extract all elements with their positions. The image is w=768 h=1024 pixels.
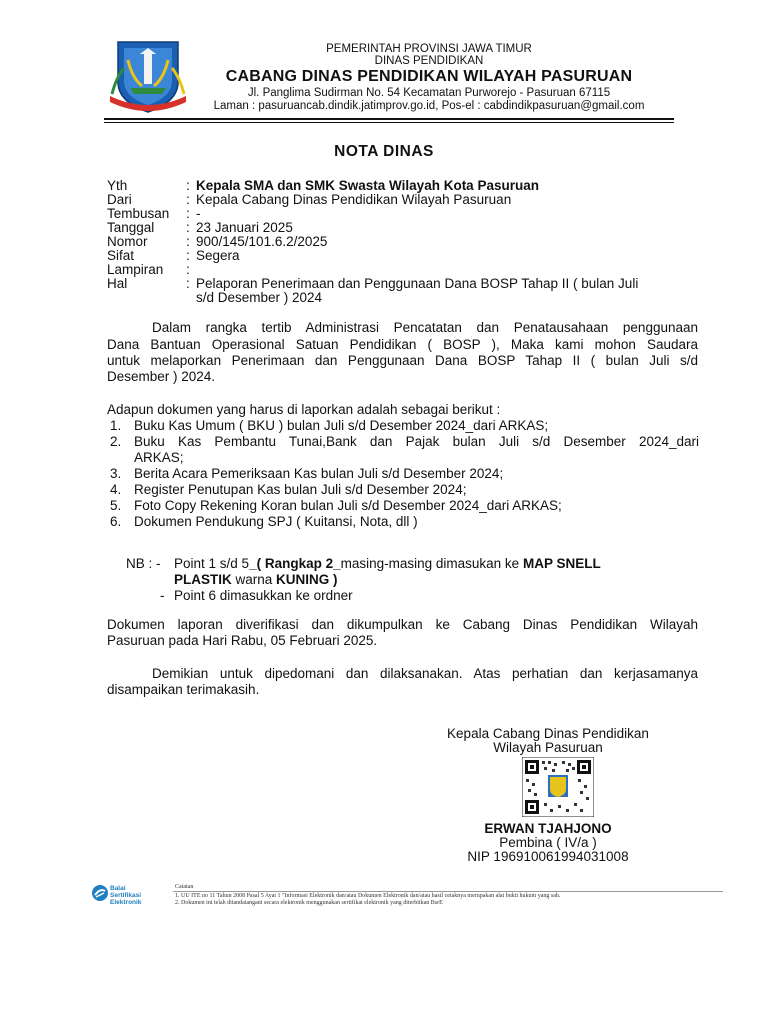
paragraph-line: Dokumen laporan diverifikasi dan dikumpulkan ke Cabang Dinas Pendidikan Wilayah xyxy=(107,617,698,632)
list-item: Buku Kas Pembantu Tunai,Bank dan Pajak bulan Juli s/d Desember 2024_dari xyxy=(134,434,699,449)
paragraph-line: Pasuruan pada Hari Rabu, 05 Februari 2025. xyxy=(107,633,378,648)
footer-divider xyxy=(173,891,723,892)
nb-text: Point 1 s/d 5 xyxy=(174,556,250,571)
document-title: NOTA DINAS xyxy=(334,143,434,160)
field-colon: : xyxy=(186,276,190,291)
paragraph-line: disampaikan terimakasih. xyxy=(107,682,260,697)
field-value-hal-cont: s/d Desember ) 2024 xyxy=(196,290,323,305)
field-label-hal: Hal xyxy=(107,276,128,291)
field-colon: : xyxy=(186,220,190,235)
signer-title-region: Wilayah Pasuruan xyxy=(493,740,603,755)
list-item: Dokumen Pendukung SPJ ( Kuitansi, Nota, dll ) xyxy=(134,514,418,529)
field-label-lampiran: Lampiran xyxy=(107,262,164,277)
footer-note-2: 2. Dokumen ini telah ditandatangani secara elektronik menggunakan sertifikat elektronik yang diterbitkan BsrE xyxy=(175,900,443,906)
paragraph-line: untuk melaporkan Penerimaan dan Penggunaan Dana BOSP Tahap II ( bulan Juli s/d xyxy=(107,353,698,368)
list-intro: Adapun dokumen yang harus di laporkan adalah sebagai berikut : xyxy=(107,402,501,417)
field-label-yth: Yth xyxy=(107,178,128,193)
bsre-text-line: Elektronik xyxy=(110,899,142,906)
field-colon: : xyxy=(186,248,190,263)
field-colon: : xyxy=(186,262,190,277)
field-colon: : xyxy=(186,178,190,193)
list-item: Buku Kas Umum ( BKU ) bulan Juli s/d Desember 2024_dari ARKAS; xyxy=(134,418,549,433)
field-value-nomor: 900/145/101.6.2/2025 xyxy=(196,234,328,249)
field-value-yth: Kepala SMA dan SMK Swasta Wilayah Kota Pasuruan xyxy=(196,178,539,193)
signer-rank: Pembina ( IV/a ) xyxy=(499,835,597,850)
list-item: Berita Acara Pemeriksaan Kas bulan Juli s/d Desember 2024; xyxy=(134,466,504,481)
list-number: 6. xyxy=(110,514,122,529)
nb-text: warna xyxy=(231,572,277,587)
field-value-hal: Pelaporan Penerimaan dan Penggunaan Dana BOSP Tahap II ( bulan Juli xyxy=(196,276,639,291)
field-label-nomor: Nomor xyxy=(107,234,148,249)
letterhead-contact: Laman : pasuruancab.dindik.jatimprov.go.id, Pos-el : cabdindikpasuruan@gmail.com xyxy=(213,100,645,112)
field-value-dari: Kepala Cabang Dinas Pendidikan Wilayah Pasuruan xyxy=(196,192,512,207)
nb-point-1-cont xyxy=(174,572,338,587)
field-value-tembusan: - xyxy=(196,206,201,221)
letterhead-address: Jl. Panglima Sudirman No. 54 Kecamatan Purworejo - Pasuruan 67115 xyxy=(247,87,611,99)
east-java-emblem-icon xyxy=(106,38,190,114)
bsre-logo-icon xyxy=(91,884,109,902)
nb-point-1 xyxy=(174,556,601,571)
field-label-sifat: Sifat xyxy=(107,248,135,263)
nb-emphasis: PLASTIK xyxy=(174,572,232,587)
field-label-tanggal: Tanggal xyxy=(107,220,155,235)
field-label-tembusan: Tembusan xyxy=(107,206,170,221)
signer-nip: NIP 196910061994031008 xyxy=(467,849,629,864)
letterhead-divider xyxy=(104,118,674,120)
field-colon: : xyxy=(186,234,190,249)
letterhead-government: PEMERINTAH PROVINSI JAWA TIMUR xyxy=(326,43,532,55)
signer-title: Kepala Cabang Dinas Pendidikan xyxy=(447,726,649,741)
list-number: 5. xyxy=(110,498,122,513)
list-number: 3. xyxy=(110,466,122,481)
nb-text: masing-masing dimasukan ke xyxy=(340,556,523,571)
field-label-dari: Dari xyxy=(107,192,132,207)
bsre-text-line: Balai xyxy=(110,885,126,892)
letterhead-divider-thin xyxy=(104,122,674,123)
paragraph-line: Demikian untuk dipedomani dan dilaksanakan. Atas perhatian dan kerjasamanya xyxy=(152,666,698,681)
list-number: 1. xyxy=(110,418,122,433)
qr-code-icon xyxy=(522,757,594,817)
paragraph-line: Desember ) 2024. xyxy=(107,369,216,384)
field-value-tanggal: 23 Januari 2025 xyxy=(196,220,293,235)
field-colon: : xyxy=(186,192,190,207)
bsre-logo-text xyxy=(110,885,141,906)
list-number: 2. xyxy=(110,434,122,449)
footer-notes-heading: Catatan xyxy=(175,884,194,890)
paragraph-line: Dalam rangka tertib Administrasi Pencatatan dan Penatausahaan penggunaan xyxy=(152,320,698,335)
letterhead-office-name: CABANG DINAS PENDIDIKAN WILAYAH PASURUAN xyxy=(225,68,633,85)
signer-name: ERWAN TJAHJONO xyxy=(484,821,612,836)
nb-emphasis: KUNING ) xyxy=(276,572,338,587)
list-item: Foto Copy Rekening Koran bulan Juli s/d Desember 2024_dari ARKAS; xyxy=(134,498,562,513)
footer-note-1: 1. UU ITE no 11 Tahun 2008 Pasal 5 Ayat 1 "Informasi Elektronik dan/atau Dokumen Elektronik dan/atau hasil cetaknya merupakan alat bukti hukum yang sah. xyxy=(175,893,561,899)
field-colon: : xyxy=(186,206,190,221)
list-item: Register Penutupan Kas bulan Juli s/d Desember 2024; xyxy=(134,482,467,497)
nb-emphasis: _( Rangkap 2_ xyxy=(249,556,341,571)
letterhead-department: DINAS PENDIDIKAN xyxy=(374,55,484,67)
paragraph-line: Dana Bantuan Operasional Satuan Pendidikan ( BOSP ), Maka kami mohon Saudara xyxy=(107,337,698,352)
nb-emphasis: MAP SNELL xyxy=(522,556,601,571)
nb-dash: - xyxy=(160,588,165,603)
field-value-sifat: Segera xyxy=(196,248,240,263)
list-number: 4. xyxy=(110,482,122,497)
nb-label: NB : - xyxy=(126,556,161,571)
nb-point-2: Point 6 dimasukkan ke ordner xyxy=(174,588,353,603)
list-item-cont: ARKAS; xyxy=(134,450,184,465)
bsre-text-line: Sertifikasi xyxy=(110,892,142,899)
